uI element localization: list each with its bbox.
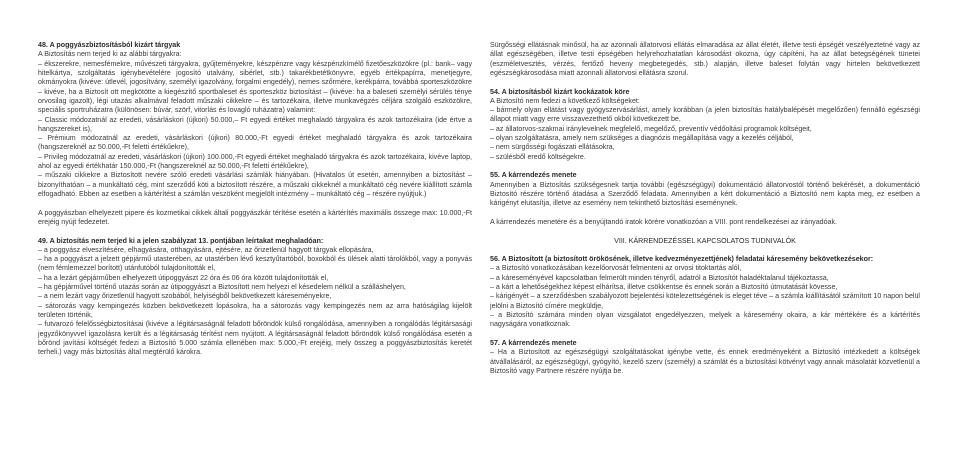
list-item: – a Biztosító számára minden olyan vizsgálatot engedélyezzen, melyek a káresemény okaira, a kár mértékére és a kártérítés nagyságára vonatkoznak. bbox=[490, 310, 920, 329]
list-item: – kárigényét – a szerződésben szabályozott bejelentési kötelezettségének is eleget téve – a számla kiállításától számított 10 napon belül jelölni a Biztosító címére megküldje, bbox=[490, 292, 920, 310]
list-item: – ha a poggyászt a jelzett gépjármű utasterében, az utastérben lévő kesztyűtartóból, boxokból és ülések alatti tárolókból, vagy a ponyvás (nem fémlemezzel borított) utánfutóból tulajdonították el, bbox=[38, 255, 472, 273]
list-item: – a Biztosító vonatkozásában kezelőorvosát felmenteni az orvosi titoktartás alól, bbox=[490, 264, 742, 273]
section-56-title: 56. A Biztosított (a biztosított örökösének, illetve kedvezményezettjének) feladatai káresemény bekövetkezésekor: bbox=[490, 255, 874, 264]
section-48-title: 48. A poggyászbiztosításból kizárt tárgyak bbox=[38, 41, 181, 49]
list-item: – Privileg módozatnál az eredeti, vásárláskori (újkori) 100.000,-Ft egyedi értéket meghaladó tárgyakra és azok tartozékaira, kivéve laptop, ahol az egyedi értékhatár 150.000,-Ft (hangszereknél az 50.000,-Ft feletti értékűekre), bbox=[38, 152, 472, 171]
list-item: – futvarozó felelősségbiztosításai (kivéve a légitársaságnál feladott bőröndök külső rongálódása, amennyiben a rongálódás légitársasági jegyzőkönyvvel igazolásra került és a légitársaság térítést nem nyújtott. A légitársaságnál feladott bőröndök külső rongálódása esetén a bőrönd javítási költségét fedezi a Biztosító 5.000 számla ellenében max: 5.000,-Ft erejéig, mely összeg a poggyászbiztosítás keretét terheli.) vagy más biztosítás által megtérülő károkra. bbox=[38, 320, 472, 357]
list-item: – ha a lezárt gépjárműben elhelyezett útipoggyászt 22 óra és 06 óra között tulajdonították el, bbox=[38, 273, 329, 282]
right-column bbox=[490, 41, 920, 376]
list-item: – nem sürgősségi fogászati ellátásokra, bbox=[490, 143, 615, 152]
list-item: – a kárt a lehetőségekhez képest elhárítsa, illetve csökkentse és ennek során a Biztosító útmutatását kövesse, bbox=[490, 283, 838, 292]
section-48-intro: A Biztosítás nem terjed ki az alábbi tárgyakra: bbox=[38, 50, 182, 59]
list-item: – ékszerekre, nemesfémekre, művészeti tárgyakra, gyűjteményekre, készpénzre vagy készpénzkímélő fizetőeszközökre (pl.: bank– vagy hitelkártya, szolgáltatás igénybevételére jogosító utalvány, sibérlet, stb.) takarékbetétkönyvre, egyéb értékpapírra, menetjegyre, okmányokra (kivéve: útlevél, jogosítvány, személyi igazolvány, forgalmi engedély), nemes szőrmére, kerékpárra, továbbá sporteszközökre – kivéve, ha a Biztosít ott megkötötte a kiegészítő sportbaleset és sporteszköz biztosítást – (kivéve: ha a baleseti személyi sérülés ténye orvosilag igazolt), légi utazás alkalmával feladott műszaki cikkekre – és tartozékaira, illetve munkavégzés céljára szolgáló eszközökre, speciális sportruházatra (különösen: búvár, szörf, vitorlás és lovagló ruházatra) valamint: bbox=[38, 59, 472, 115]
list-item: – Prémium módozatnál az eredeti, vásárláskori (újkori) 80.000,-Ft egyedi értéket meghaladó tárgyakra és azok tartozékaira (hangszereknél az 50.000,-Ft feletti értékűekre), bbox=[38, 134, 472, 152]
list-item: – a nem lezárt vagy őrizetlenül hagyott szobából, helyiségből bekövetkezett káreseményekre, bbox=[38, 292, 332, 301]
list-item: – olyan szolgáltatásra, amely nem szükséges a diagnózis megállapítása vagy a kezelés céljából, bbox=[490, 134, 794, 143]
list-item: – Classic módozatnál az eredeti, vásárláskori (újkori) 50.000,– Ft egyedi értéket meghaladó tárgyakra és azok tartozékaira (ide értve a hangszereket is), bbox=[38, 115, 472, 133]
left-column bbox=[38, 41, 472, 358]
section-54-title: 54. A biztosításból kizárt kockázatok köre bbox=[490, 87, 630, 96]
list-item: – sátorozás vagy kempingezés közben bekövetkezett lopásokra, ha a sátorozás vagy kempingezés nem az arra hatóságilag kijelölt területen történik, bbox=[38, 301, 472, 320]
list-item: – az állatorvos-szakmai iránylevelnek megfelelő, megelőző, preventív védőoltási programok költségeit, bbox=[490, 124, 812, 133]
section-57-paragraph: – Ha a Biztosított az egészségügyi szolgáltatásokat igénybe vette, és ennek eredményeként a Biztosító intézkedett a költségek átvállalásáról, az egészségügyi, gyógyító, kezelő szerv (személy) a számlát és a biztosítási kötvényt vagy annak másolatát közvetlenül a Biztosító vagy Partnere részére nyújtja be. bbox=[490, 348, 920, 375]
section-57-title: 57. A kárrendezés menete bbox=[490, 338, 577, 347]
section-48-after: A poggyászban elhelyezett pipere és kozmetikai cikkek általi poggyászkár térítése esetén a kártérítés maximális összege max: 10.000,-Ft erejéig nyújt fedezetet. bbox=[38, 208, 472, 226]
section-55-title: 55. A kárrendezés menete bbox=[490, 171, 577, 180]
list-item: – bármely olyan ellátást vagy gyógyszervásárlást, amely korábban (a jelen biztosítás hatálybalépését megelőzően) fennálló egészségi állapot miatt vagy erre visszavezethető okból következett be, bbox=[490, 106, 920, 124]
list-item: – a káreseményével kapcsolatban felmerült minden tényről, adatról a Biztosítót haladéktalanul tájékoztassa, bbox=[490, 273, 829, 282]
section-55-paragraph: Amennyiben a Biztosítás szükségesnek tartja további (egészségügyi) dokumentáció állatorvostól történő bekérését, a dokumentáció Biztosító részére történő átadása a Szerződő feladata. Amennyiben a kért dokumentáció a Biztosító nem kapta meg, ez esetben a kárigényt elutasítja, illetve az esemény nem tekinthető biztosítási eseménynek. bbox=[490, 180, 920, 208]
list-item: – a poggyász elveszítésére, elhagyására, otthagyására, ejtésére, az őrizetlenül hagyott tárgyak ellopására, bbox=[38, 245, 374, 254]
list-item: – szülésből eredő költségekre. bbox=[490, 152, 586, 161]
list-item: – ha gépjárművel történő utazás során az útipoggyászt a Biztosított nem helyezi el késedelem nélkül a szálláshelyen, bbox=[38, 283, 406, 292]
intro-paragraph: Sürgősségi ellátásnak minősül, ha az azonnali állatorvosi ellátás elmaradása az állat életét, illetve testi épségét veszélyeztetné vagy az állat egészségében, illetve testi épségében helyrehozhatatlan károsodást okozna, úgy cápíténi, ha az állat betegségének tünetei (eszméletvesztés, vérzés, fertőző heveny megbetegedés, stb.) alapján, illetve baleset folytán vagy hirtelen bekövetkezett egészségkárosodása miatt azonnali állatorvosi ellátásra szorul. bbox=[490, 41, 920, 77]
chapter-title: VIII. KÁRRENDEZÉSSEL KAPCSOLATOS TUDNIVALÓK bbox=[614, 236, 796, 245]
section-55-paragraph: A kárrendezés menetére és a benyújtandó iratok körére vonatkozóan a VIII. pont rendelkezései az irányadóak. bbox=[490, 217, 838, 226]
list-item: – műszaki cikkekre a Biztosított nevére szóló eredeti vásárlási számlák hiányában. (Hivatalos út esetén, amennyiben a biztosítást – bizonyíthatóan – a munkáltató cég, mint szerződő köti a biztosított részére, a műszaki cikkeknél a munkáltató cég nevére kiállított számla elfogadható. Ebben az esetben a kártérítést a számlán veszöként megjelölt intézmény – munkáltató cég – részére nyújtjuk.) bbox=[38, 171, 472, 198]
section-49-title: 49. A biztosítás nem terjed ki a jelen szabályzat 13. pontjában leírtakat meghaladóan: bbox=[38, 236, 324, 245]
section-54-intro: A Biztosító nem fedezi a következő költségeket: bbox=[490, 96, 640, 105]
